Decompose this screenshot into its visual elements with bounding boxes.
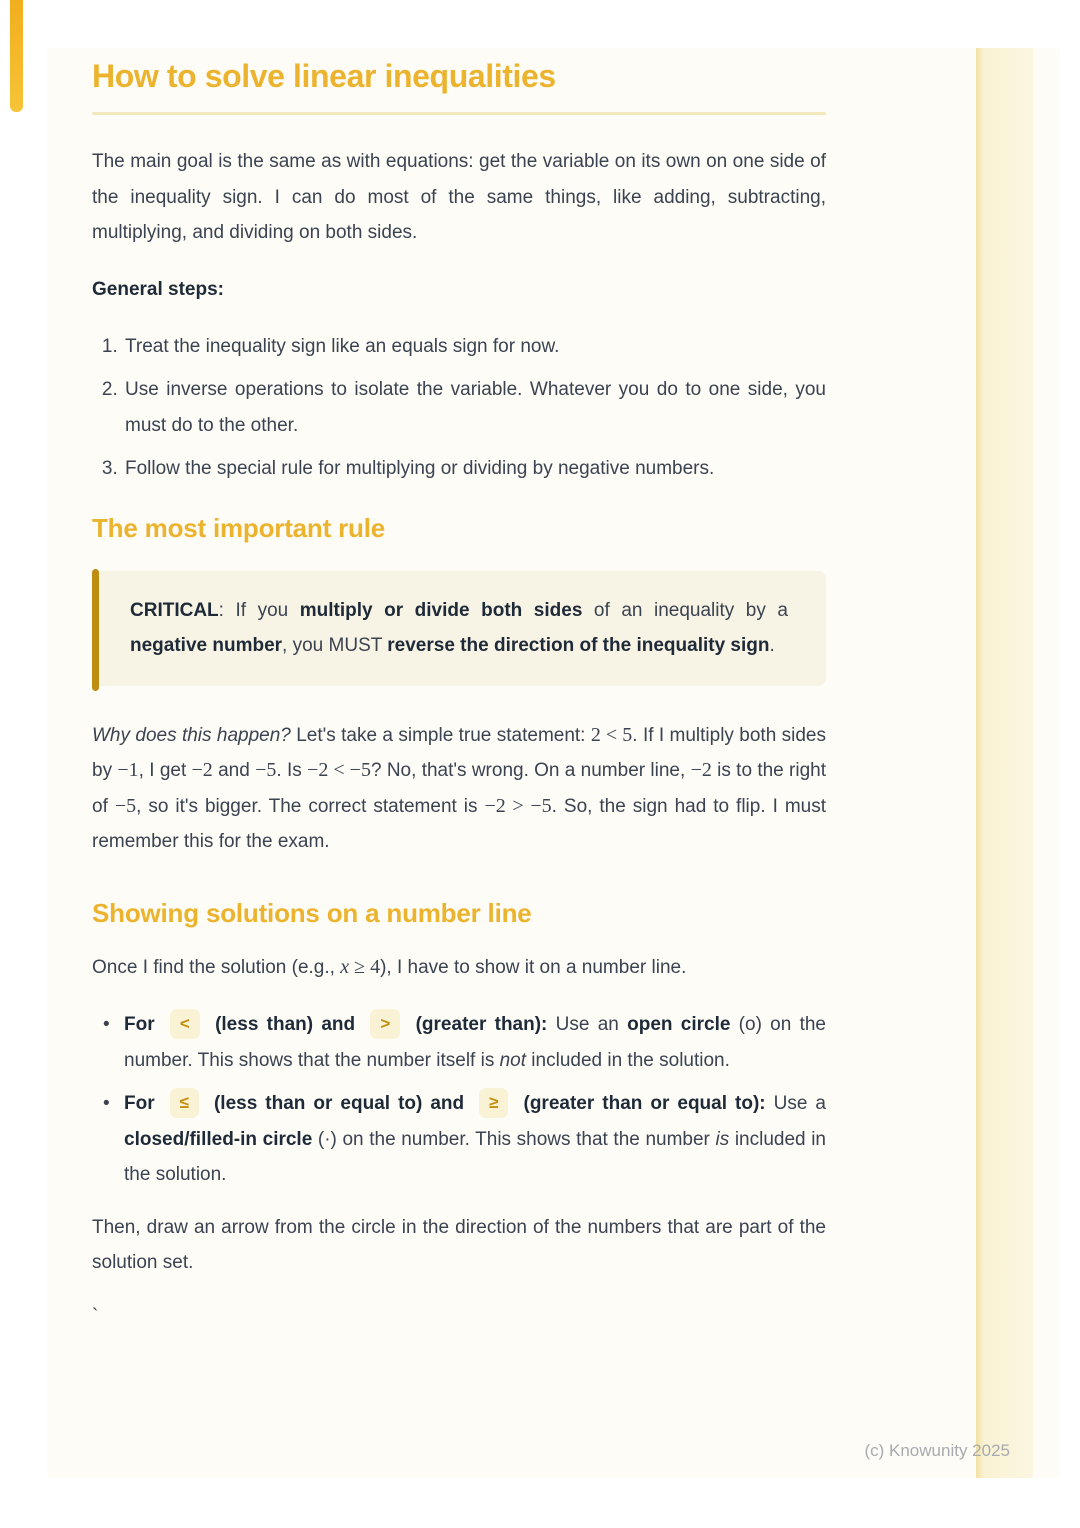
why-paragraph: Why does this happen? Let's take a simple true statement: 2 < 5. If I multiply both sides by −1, I get −2 and −5. Is −2 < −5? No, that's wrong. On a number line, −2 is to the right of −5, so it's bigger. The correct statement is −2 > −5. So, the sign had to flip. I must remember this for the exam. bbox=[92, 723, 827, 852]
callout-accent-bar bbox=[92, 569, 99, 691]
once-paragraph: Once I find the solution (e.g., x ≥ 4), I have to show it on a number line. bbox=[92, 955, 687, 978]
critical-callout bbox=[92, 571, 826, 686]
note-content bbox=[92, 48, 826, 1334]
general-steps-list bbox=[92, 329, 826, 487]
closed-circle-rule-item: • For ≤ (less than or equal to) and ≥ (greater than or equal to): Use a closed/filled-in circle (·) on the number. This shows that the number is included in the solution. bbox=[124, 1086, 826, 1193]
general-steps-label: General steps: bbox=[92, 278, 224, 300]
then-paragraph: Then, draw an arrow from the circle in the direction of the numbers that are part of the solution set. bbox=[92, 1216, 826, 1273]
note-page bbox=[47, 48, 1060, 1478]
circle-rules-list bbox=[92, 1007, 826, 1193]
right-accent-stripe bbox=[976, 48, 1033, 1478]
callout-text: CRITICAL: If you multiply or divide both sides of an inequality by a negative number, you MUST reverse the direction of the inequality sign. bbox=[130, 599, 788, 656]
open-circle-rule-item: • For < (less than) and > (greater than): Use an open circle (o) on the number. This shows that the number itself is not included in the solution. bbox=[124, 1007, 826, 1078]
corner-accent-bar bbox=[10, 0, 23, 112]
step-item-3: 3. Follow the special rule for multiplying or dividing by negative numbers. bbox=[123, 451, 826, 487]
stray-backtick: ` bbox=[92, 1305, 99, 1327]
step-item-1: 1. Treat the inequality sign like an equals sign for now. bbox=[123, 329, 826, 365]
copyright-footer: (c) Knowunity 2025 bbox=[864, 1441, 1010, 1460]
title-underline bbox=[92, 112, 826, 115]
section-heading-number-line: Showing solutions on a number line bbox=[92, 897, 532, 928]
section-heading-most-important-rule: The most important rule bbox=[92, 512, 385, 543]
step-item-2: 2. Use inverse operations to isolate the variable. Whatever you do to one side, you must do to the other. bbox=[123, 372, 826, 443]
page-title: How to solve linear inequalities bbox=[92, 58, 556, 94]
intro-paragraph: The main goal is the same as with equations: get the variable on its own on one side of the inequality sign. I can do most of the same things, like adding, subtracting, multiplying, and dividing on both sides. bbox=[92, 151, 826, 243]
